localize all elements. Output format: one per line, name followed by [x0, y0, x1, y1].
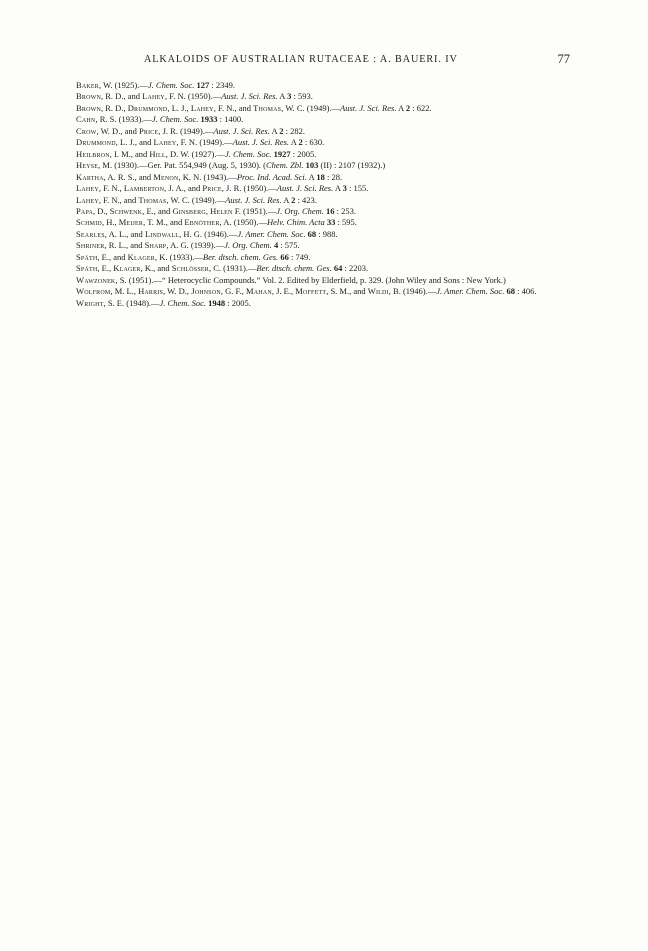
reference-text: Moffett	[295, 286, 327, 297]
reference-text: : 28.	[324, 171, 343, 182]
reference-entry	[76, 137, 576, 148]
reference-entry	[76, 252, 576, 263]
reference-text: J. Chem. Soc.	[159, 297, 207, 308]
reference-text: A	[306, 171, 317, 182]
reference-text: : 2005.	[290, 148, 317, 159]
reference-text: 3	[287, 91, 292, 102]
reference-entry	[76, 103, 576, 114]
reference-text: Drummond	[76, 137, 116, 148]
reference-text: 68	[307, 228, 317, 239]
reference-text: 2	[291, 194, 296, 205]
reference-text: , E., and	[142, 205, 173, 216]
reference-text: A	[333, 183, 343, 194]
reference-text: Lahey	[142, 91, 165, 102]
reference-text: Aust. J. Sci. Res.	[213, 125, 270, 136]
reference-text: , S. (1951).—“ Heterocyclic Compounds.” Vol. 2. Edited by Elderfield, p. 329. (John Wiley and Sons : New York.)	[115, 274, 506, 285]
reference-text: Lahey	[153, 137, 177, 148]
reference-text: Crow	[76, 125, 97, 136]
reference-text: , S. E. (1948).—	[103, 297, 160, 308]
reference-text: , L. J.,	[167, 102, 191, 113]
reference-text: , A. L., and	[104, 228, 145, 239]
reference-text: , A. R. S., and	[103, 171, 154, 182]
reference-text: , F. N., and	[213, 102, 254, 113]
reference-text: Lahey	[76, 194, 99, 205]
reference-text: 18	[316, 171, 325, 182]
reference-text: Schmid	[76, 217, 102, 228]
reference-text: Thomas	[253, 102, 282, 113]
reference-text: (II) : 2107 (1932).)	[318, 160, 386, 171]
reference-text: , E., and	[97, 251, 128, 262]
reference-text: , T. M., and	[143, 217, 185, 228]
reference-text: Wawzonek	[76, 274, 116, 285]
reference-text: Heyse	[76, 160, 99, 171]
reference-text: J. Org. Chem.	[224, 240, 272, 251]
reference-text: , F. N. (1949).—	[176, 137, 233, 148]
reference-text: , F. N., and	[98, 194, 139, 205]
reference-text: , W. (1925).—	[99, 80, 148, 90]
reference-entry	[76, 114, 576, 125]
reference-text: 2	[298, 137, 303, 148]
reference-text: Papa	[76, 205, 93, 216]
page-number: 77	[557, 52, 570, 66]
reference-text: Klager	[113, 263, 141, 274]
reference-text: , H.,	[101, 217, 119, 228]
reference-text: Proc. Ind. Acad. Sci.	[236, 171, 307, 182]
reference-text: , F. N.,	[98, 183, 124, 194]
reference-text: : 595.	[335, 217, 357, 228]
reference-text: Harris	[138, 286, 164, 297]
reference-text: : 575.	[278, 240, 300, 251]
reference-text: : 749.	[288, 251, 311, 262]
reference-text: Helen	[210, 205, 233, 216]
reference-entry	[76, 195, 576, 206]
reference-text: : 2005.	[225, 297, 251, 308]
reference-text: , R. S. (1933).—	[95, 114, 152, 125]
reference-text: Lindwall	[144, 228, 180, 239]
reference-text: 33	[326, 217, 336, 228]
reference-text: 2	[405, 102, 411, 113]
reference-text: , G. F.,	[220, 286, 246, 297]
reference-text: 66	[280, 251, 289, 262]
reference-text: 127	[196, 80, 210, 90]
reference-text: : 282.	[283, 125, 306, 136]
reference-text: , W. D.,	[163, 286, 192, 297]
reference-text: Späth	[76, 263, 98, 274]
reference-text: Späth	[76, 251, 98, 262]
reference-entry	[76, 206, 576, 217]
reference-entry	[76, 126, 576, 137]
reference-text: , M. (1930).—Ger. Pat. 554,949 (Aug. 5, 1930). (	[98, 160, 266, 171]
reference-text: , J. R. (1949).—	[158, 125, 214, 136]
reference-text: J. Chem. Soc.	[224, 148, 272, 159]
reference-text: Hill	[149, 148, 166, 159]
reference-text: , H. G. (1946).—	[179, 228, 238, 239]
reference-text: F. (1951).—	[232, 205, 277, 216]
reference-text: Wolfrom	[76, 286, 111, 297]
reference-text: 68	[506, 286, 515, 297]
reference-text: : 253.	[334, 205, 357, 216]
reference-text: , D.,	[92, 205, 110, 216]
reference-text: 1948	[208, 297, 226, 308]
reference-text: J. Chem. Soc.	[151, 114, 199, 125]
reference-entry	[76, 240, 576, 251]
reference-text: , M. L.,	[110, 286, 139, 297]
reference-entry	[76, 217, 576, 228]
reference-text: , K., and	[140, 263, 172, 274]
reference-text: , D. W. (1927).—	[165, 148, 225, 159]
reference-text: 2	[279, 125, 284, 136]
reference-text: : 1400.	[217, 114, 244, 125]
reference-text: 103	[305, 160, 319, 171]
reference-text: : 630.	[302, 137, 325, 148]
reference-text: Shriner	[76, 240, 105, 251]
reference-text: , J. A., and	[164, 183, 203, 194]
reference-text: , L. J., and	[115, 137, 154, 148]
reference-text: Searles	[76, 228, 105, 239]
reference-text: Heilbron	[76, 148, 110, 159]
reference-text: , J. R. (1950).—	[221, 183, 277, 194]
reference-text: Lamberton	[123, 183, 165, 194]
reference-entry	[76, 149, 576, 160]
reference-text: Ebnöther	[184, 217, 220, 228]
reference-text: , K. (1933).—	[154, 251, 203, 262]
reference-text: Lahey	[190, 102, 214, 113]
reference-entry	[76, 160, 576, 171]
reference-text: , A. G. (1939).—	[166, 240, 225, 251]
reference-entry	[76, 91, 576, 102]
reference-text: : 2203.	[342, 263, 369, 274]
reference-text: , F. N. (1950).—	[164, 91, 222, 102]
reference-text: Sharp	[144, 240, 167, 251]
reference-text: , E.,	[97, 263, 114, 274]
reference-text: 16	[326, 205, 335, 216]
reference-entry	[76, 172, 576, 183]
reference-text: Aust. J. Sci. Res.	[276, 183, 334, 194]
reference-text: Kartha	[76, 171, 104, 182]
reference-text: , J. E.,	[271, 286, 296, 297]
reference-text: 3	[342, 183, 347, 194]
reference-text: , A. (1950).—	[219, 217, 267, 228]
reference-text: Chem. Zbl.	[266, 160, 304, 171]
reference-text: : 988.	[316, 228, 338, 239]
reference-text: 64	[333, 263, 343, 274]
reference-text: Brown	[76, 91, 102, 102]
reference-text: J. Chem. Soc.	[147, 80, 195, 90]
reference-text: , I. M., and	[109, 148, 150, 159]
reference-text: J. Amer. Chem. Soc.	[436, 286, 505, 297]
reference-text: Aust. J. Sci. Res.	[340, 102, 397, 113]
reference-text: , W. C. (1949).—	[166, 194, 226, 205]
reference-text: Lahey	[76, 183, 99, 194]
reference-entry	[76, 183, 576, 194]
reference-text: : 2349.	[209, 80, 236, 90]
reference-text: , K. N. (1943).—	[178, 171, 237, 182]
reference-text: ,	[205, 205, 211, 216]
reference-text: A	[269, 125, 280, 136]
reference-text: Baker	[76, 80, 100, 90]
reference-text: 1927	[273, 148, 291, 159]
reference-text: Schwenk	[109, 205, 143, 216]
reference-text: Aust. J. Sci. Res.	[232, 137, 290, 148]
reference-text: 4	[273, 240, 279, 251]
reference-text: : 406.	[514, 286, 537, 297]
reference-list	[76, 80, 576, 309]
reference-text: Wildi	[367, 286, 389, 297]
reference-text: J. Amer. Chem. Soc.	[237, 228, 306, 239]
reference-text: Johnson	[191, 286, 221, 297]
running-title: ALKALOIDS OF AUSTRALIAN RUTACEAE : A. BAUERI. IV	[144, 54, 458, 65]
reference-text: Cahn	[76, 114, 96, 125]
reference-text: , C. (1931).—	[208, 263, 257, 274]
reference-text: Klager	[127, 251, 155, 262]
reference-text: , R. D.,	[101, 102, 128, 113]
reference-text: Brown	[76, 102, 102, 113]
reference-text: Ginsberg	[172, 205, 206, 216]
reference-entry	[76, 80, 576, 91]
reference-text: Aust. J. Sci. Res.	[221, 91, 278, 102]
reference-text: A	[396, 102, 406, 113]
reference-entry	[76, 286, 576, 297]
reference-text: Ber. dtsch. chem. Ges.	[256, 263, 332, 274]
reference-text: , R. L., and	[104, 240, 145, 251]
reference-text: , S. M., and	[326, 286, 368, 297]
reference-text: Drummond	[127, 102, 168, 113]
reference-text: : 593.	[291, 91, 313, 102]
reference-text: : 622.	[410, 102, 432, 113]
reference-text: A	[277, 91, 288, 102]
reference-text: Meijer	[118, 217, 144, 228]
reference-text: , W. D., and	[96, 125, 139, 136]
reference-text: , R. D., and	[101, 91, 143, 102]
reference-entry	[76, 298, 576, 309]
reference-text: : 423.	[295, 194, 317, 205]
reference-text: A	[289, 137, 299, 148]
reference-text: Price	[202, 183, 222, 194]
reference-entry	[76, 275, 576, 286]
reference-text: Aust. J. Sci. Res.	[225, 194, 282, 205]
reference-text: Schlösser	[171, 263, 209, 274]
reference-text: A	[281, 194, 292, 205]
reference-entry	[76, 263, 576, 274]
reference-text: , B. (1946).—	[388, 286, 437, 297]
reference-text: : 155.	[346, 183, 369, 194]
reference-text: Wright	[76, 297, 104, 308]
reference-text: Menon	[153, 171, 179, 182]
reference-text: , W. C. (1949).—	[281, 102, 341, 113]
reference-entry	[76, 229, 576, 240]
reference-text: Helv. Chim. Acta	[267, 217, 325, 228]
reference-text: Ber. dtsch. chem. Ges.	[202, 251, 279, 262]
reference-text: J. Org. Chem.	[276, 205, 324, 216]
reference-text: 1933	[200, 114, 218, 125]
reference-text: Mahan	[245, 286, 272, 297]
reference-text: Price	[138, 125, 159, 136]
reference-text: Thomas	[138, 194, 167, 205]
